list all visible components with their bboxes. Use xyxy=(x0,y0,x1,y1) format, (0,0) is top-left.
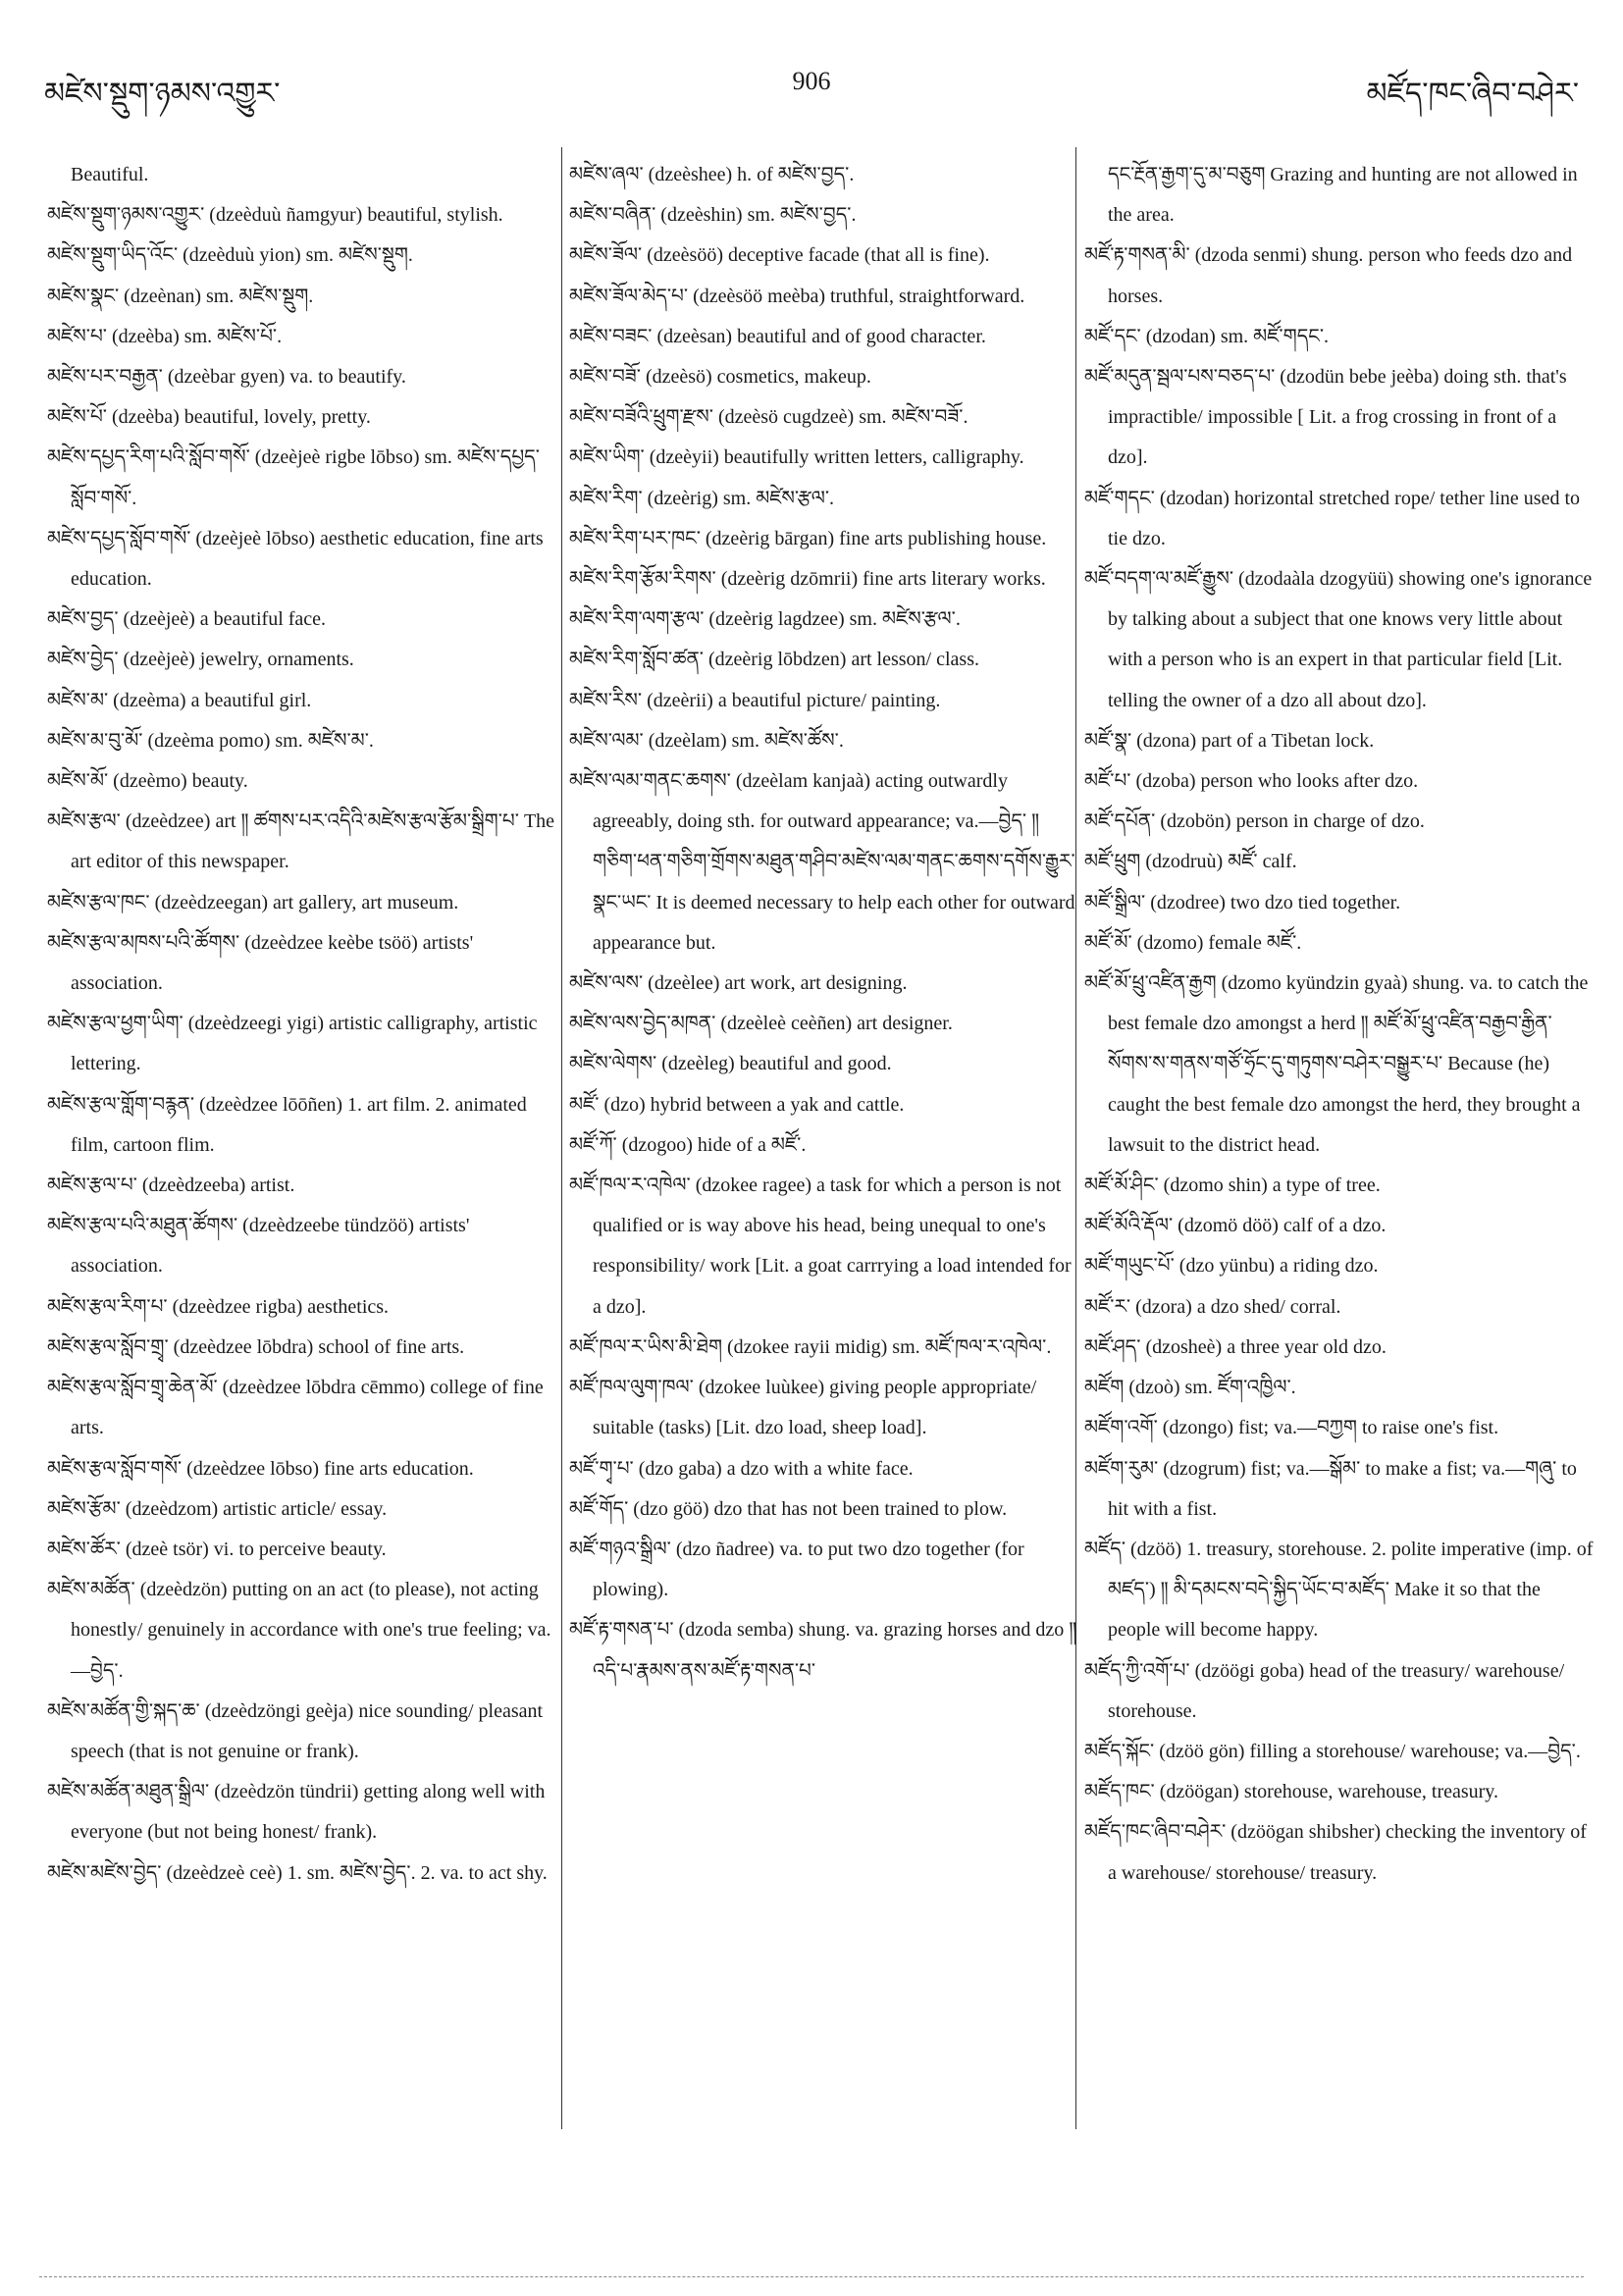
dictionary-entry: མཛོད་ཁང་ (dzöögan) storehouse, warehouse, treasury. xyxy=(1084,1781,1499,1803)
dictionary-entry: མཛོ་མོའི་རྡོལ་ (dzomö döö) calf of a dzo. xyxy=(1084,1215,1387,1237)
dictionary-entry: མཛོ་མོ་ཕྲུ་འཛིན་རྒྱག (dzomo kyündzin gyaà) shung. va. to catch the best female dzo amongst a herd ༎ མཛོ་མོ་ཕྲུ་འཛིན་བརྒྱབ་རྒྱིན་སོགས་ས་གནས་གཙོ་ཧྲོང་དུ་གཏུགས་བཤེར་བསྒྱུར་པ་ Because (he) caught the best female dzo amongst the herd, they brought a lawsuit to the district head. xyxy=(1084,972,1589,1156)
dictionary-entry: མཛེས་རིག་ (dzeèrig) sm. མཛེས་རྩལ་. xyxy=(569,487,835,509)
dictionary-entry: མཛེས་རྩལ་པའི་མཐུན་ཚོགས་ (dzeèdzeebe tündzöö) artists' association. xyxy=(47,1215,470,1278)
running-head-left: མཛེས་སྡུག་ཉམས་འགྱུར་ xyxy=(44,78,281,110)
dictionary-entry: མཛེས་མོ་ (dzeèmo) beauty. xyxy=(47,770,248,793)
dictionary-entry: མཛེས་སྡུག་ཉམས་འགྱུར་ (dzeèduù ñamgyur) beautiful, stylish. xyxy=(47,204,503,227)
column-rule xyxy=(561,147,562,2129)
dictionary-entry: མཛེས་སྡུག་ཡིད་འོང་ (dzeèduù yion) sm. མཛེས་སྡུག. xyxy=(47,244,413,267)
dictionary-entry: མཛེས་ཞལ་ (dzeèshee) h. of མཛེས་བྱད་. xyxy=(569,164,855,185)
dictionary-entry: མཛོ་སྣ་ (dzona) part of a Tibetan lock. xyxy=(1084,729,1375,752)
dictionary-entry: མཛོ་མདུན་སྦལ་པས་བཅད་པ་ (dzodün bebe jeèba) doing sth. that's impractible/ impossible [ Lit. a frog crossing in front of a dzo]. xyxy=(1084,366,1567,469)
dictionary-entry: མཛེས་མཚོན་མཐུན་སྒྲིལ་ (dzeèdzön tündrii) getting along well with everyone (but not being honest/ frank). xyxy=(47,1781,546,1844)
dictionary-entry: མཛེས་ལམ་ (dzeèlam) sm. མཛེས་ཚོས་. xyxy=(569,729,844,752)
dictionary-entry: མཛོ་ཤད་ (dzosheè) a three year old dzo. xyxy=(1084,1335,1387,1358)
dictionary-entry: མཛེས་རྩལ་སློབ་གྲྭ་ཆེན་མོ་ (dzeèdzee lōbdra cēmmo) college of fine arts. xyxy=(47,1377,544,1439)
dictionary-entry: མཛོ་ཕྲུག (dzodruù) མཛོ་ calf. xyxy=(1084,851,1297,873)
dictionary-entry: མཛེས་རྩལ་མཁས་པའི་ཚོགས་ (dzeèdzee keèbe tsöö) artists' association. xyxy=(47,931,474,995)
dictionary-entry: མཛོག་རུམ་ (dzogrum) fist; va.—སྒོམ་ to make a fist; va.—གཞུ་ to hit with a fist. xyxy=(1084,1457,1577,1520)
page-number: 906 xyxy=(792,67,831,95)
dictionary-entry: མཛོག (dzoò) sm. ཛོག་འཁྱིལ་. xyxy=(1084,1377,1296,1399)
dictionary-entry: མཛེས་དཔྱད་སློབ་གསོ་ (dzeèjeè lōbso) aesthetic education, fine arts education. xyxy=(47,527,544,591)
dictionary-entry: མཛེས་མ་ (dzeèma) a beautiful girl. xyxy=(47,689,312,711)
dictionary-entry: དང་རྔོན་རྒྱག་དུ་མ་བཅུག Grazing and hunting are not allowed in the area. xyxy=(1108,164,1578,227)
dictionary-entry: མཛོ་གཡུང་པོ་ (dzo yünbu) a riding dzo. xyxy=(1084,1255,1379,1278)
dictionary-entry: མཛེས་བྱད་ (dzeèjeè) a beautiful face. xyxy=(47,608,327,631)
dictionary-entry: མཛོ་ཁལ་ལུག་ཁལ་ (dzokee luùkee) giving people appropriate/ suitable (tasks) [Lit. dzo load, sheep load]. xyxy=(569,1377,1037,1439)
dictionary-entry: མཛེས་རྩལ་རིག་པ་ (dzeèdzee rigba) aesthetics. xyxy=(47,1295,390,1318)
column-1 xyxy=(47,155,557,1894)
dictionary-entry: མཛོ་རྟ་གསན་པ་ (dzoda semba) shung. va. grazing horses and dzo ༎ འདི་པ་རྣམས་ནས་མཛོ་རྟ་གསན་པ་ xyxy=(569,1619,1077,1682)
dictionary-entry: མཛོག་འགོ་ (dzongo) fist; va.—བཀྱག to raise one's fist. xyxy=(1084,1417,1499,1439)
dictionary-entry: མཛེས་པར་བརྒྱན་ (dzeèbar gyen) va. to beautify. xyxy=(47,366,406,389)
dictionary-entry: མཛེས་ལམ་གནང་ཆགས་ (dzeèlam kanjaà) acting outwardly agreeably, doing sth. for outward appearance; va.—བྱེད་ ༎ གཅིག་ཕན་གཅིག་གྲོགས་མཐུན་གཤིབ་མཛེས་ལམ་གནང་ཆགས་དགོས་རྒྱུར་སྣང་ཡང་ It is deemed necessary to help each other for outward appearance but. xyxy=(569,770,1075,954)
dictionary-entry: མཛེས་ལས་ (dzeèlee) art work, art designing. xyxy=(569,972,908,995)
dictionary-entry: མཛེས་རྩལ་པ་ (dzeèdzeeba) artist. xyxy=(47,1174,295,1197)
dictionary-entry: མཛོ་དཔོན་ (dzobön) person in charge of dzo. xyxy=(1084,810,1425,833)
dictionary-entry: མཛེས་མཚོན་ (dzeèdzön) putting on an act (to please), not acting honestly/ genuinely in accordance with one's true feeling; va.—བྱེད་. xyxy=(47,1579,551,1682)
dictionary-entry: མཛེས་རྩལ་སློབ་གྲྭ་ (dzeèdzee lōbdra) school of fine arts. xyxy=(47,1335,465,1358)
dictionary-entry: མཛོ་གཉའ་སྒྲིལ་ (dzo ñadree) va. to put two dzo together (for plowing). xyxy=(569,1538,1024,1601)
dictionary-entry: མཛེས་བཟང་ (dzeèsan) beautiful and of good character. xyxy=(569,325,986,347)
dictionary-entry: མཛོ་གྭ་པ་ (dzo gaba) a dzo with a white face. xyxy=(569,1457,914,1480)
dictionary-entry: མཛོ་མོ་ (dzomo) female མཛོ་. xyxy=(1084,931,1302,954)
dictionary-entry: མཛོད་སྐོང་ (dzöö gön) filling a storehouse/ warehouse; va.—བྱེད་. xyxy=(1084,1740,1581,1762)
dictionary-entry: མཛེས་ཡིག་ (dzeèyii) beautifully written letters, calligraphy. xyxy=(569,446,1024,469)
dictionary-entry: མཛེས་ཚོར་ (dzeè tsör) vi. to perceive beauty. xyxy=(47,1538,387,1560)
dictionary-entry: མཛེས་མཛེས་བྱེད་ (dzeèdzeè ceè) 1. sm. མཛེས་བྱེད་. 2. va. to act shy. xyxy=(47,1861,548,1884)
dictionary-entry: མཛོ་བདག་ལ་མཛོ་རྒྱུས་ (dzodaàla dzogyüü) showing one's ignorance by talking about a subject that one knows very little about with a person who is an expert in that particular field [Lit. telling the owner of a dzo all about dzo]. xyxy=(1084,568,1593,711)
dictionary-entry: མཛེས་རྩོམ་ (dzeèdzom) artistic article/ essay. xyxy=(47,1497,388,1520)
dictionary-entry: མཛེས་བཟོའི་ཕྲུག་རྫས་ (dzeèsö cugdzeè) sm. མཛེས་བཟོ་. xyxy=(569,406,969,429)
running-head-right: མཛོད་ཁང་ཞིབ་བཤེར་ xyxy=(1366,78,1579,110)
footer-rule xyxy=(39,2276,1584,2277)
dictionary-entry: མཛེས་རིག་པར་ཁང་ (dzeèrig bārgan) fine arts publishing house. xyxy=(569,527,1047,549)
dictionary-entry: མཛེས་ཟོལ་མེད་པ་ (dzeèsöö meèba) truthful, straightforward. xyxy=(569,285,1025,307)
dictionary-entry: མཛེས་བཞིན་ (dzeèshin) sm. མཛེས་བྱད་. xyxy=(569,204,857,227)
dictionary-entry: མཛོ་སྒྲིལ་ (dzodree) two dzo tied together. xyxy=(1084,891,1401,913)
dictionary-entry: མཛེས་ལས་བྱེད་མཁན་ (dzeèleè ceèñen) art designer. xyxy=(569,1013,953,1035)
dictionary-entry: མཛེས་རིག་ལག་རྩལ་ (dzeèrig lagdzee) sm. མཛེས་རྩལ་. xyxy=(569,608,961,631)
dictionary-entry: མཛེས་རྩལ་སློབ་གསོ་ (dzeèdzee lōbso) fine arts education. xyxy=(47,1457,474,1480)
dictionary-entry: མཛོ་མོ་ཤིང་ (dzomo shin) a type of tree. xyxy=(1084,1174,1381,1197)
dictionary-entry: མཛེས་མཚོན་གྱི་སྐད་ཆ་ (dzeèdzöngi geèja) nice sounding/ pleasant speech (that is not genuine or frank). xyxy=(47,1699,544,1762)
dictionary-entry: མཛོ་པ་ (dzoba) person who looks after dzo. xyxy=(1084,770,1419,793)
dictionary-entry: མཛོ་དང་ (dzodan) sm. མཛོ་གདང་. xyxy=(1084,325,1330,347)
dictionary-entry: མཛེས་རིག་སློབ་ཚན་ (dzeèrig lōbdzen) art lesson/ class. xyxy=(569,649,979,671)
dictionary-entry: མཛེས་རྩལ་ཁང་ (dzeèdzeegan) art gallery, art museum. xyxy=(47,891,459,913)
dictionary-entry: མཛོ་ཁལ་ར་འཁེལ་ (dzokee ragee) a task for which a person is not qualified or is way above his head, being unequal to one's responsibility/ work [Lit. a goat carrrying a load intended for a dzo]. xyxy=(569,1174,1072,1318)
dictionary-entry: མཛེས་རིས་ (dzeèrii) a beautiful picture/ painting. xyxy=(569,689,941,711)
dictionary-entry: མཛོ་རྟ་གསན་མི་ (dzoda senmi) shung. person who feeds dzo and horses. xyxy=(1084,244,1573,307)
dictionary-entry: མཛོ་གདང་ (dzodan) horizontal stretched rope/ tether line used to tie dzo. xyxy=(1084,487,1581,549)
dictionary-entry: མཛེས་མ་བུ་མོ་ (dzeèma pomo) sm. མཛེས་མ་. xyxy=(47,729,374,752)
dictionary-entry: མཛེས་པ་ (dzeèba) sm. མཛེས་པོ་. xyxy=(47,325,283,347)
dictionary-entry: མཛེས་པོ་ (dzeèba) beautiful, lovely, pretty. xyxy=(47,406,371,429)
dictionary-entry: མཛོ་ར་ (dzora) a dzo shed/ corral. xyxy=(1084,1295,1341,1318)
dictionary-entry: མཛེས་བཟོ་ (dzeèsö) cosmetics, makeup. xyxy=(569,366,871,389)
dictionary-entry: མཛོ་ (dzo) hybrid between a yak and cattle. xyxy=(569,1093,905,1116)
dictionary-entry: མཛོ་གོད་ (dzo göö) dzo that has not been trained to plow. xyxy=(569,1497,1008,1520)
dictionary-entry: མཛེས་སྣང་ (dzeènan) sm. མཛེས་སྡུག. xyxy=(47,285,314,307)
dictionary-entry: མཛེས་རྩལ་ཕྱག་ཡིག་ (dzeèdzeegi yigi) artistic calligraphy, artistic lettering. xyxy=(47,1013,538,1075)
dictionary-entry: མཛོད་ཀྱི་འགོ་པ་ (dzöögi goba) head of the treasury/ warehouse/ storehouse. xyxy=(1084,1659,1565,1722)
dictionary-entry: Beautiful. xyxy=(71,164,149,185)
dictionary-entry: མཛེས་བྱེད་ (dzeèjeè) jewelry, ornaments. xyxy=(47,649,354,671)
dictionary-entry: མཛེས་རྩལ་ (dzeèdzee) art ༎ ཚགས་པར་འདིའི་མཛེས་རྩལ་རྩོམ་སྒྲིག་པ་ The art editor of this newspaper. xyxy=(47,810,555,873)
column-2 xyxy=(569,155,1079,1692)
dictionary-entry: མཛེས་ཟོལ་ (dzeèsöö) deceptive facade (that all is fine). xyxy=(569,244,990,267)
dictionary-entry: མཛོད་ (dzöö) 1. treasury, storehouse. 2. polite imperative (imp. of མཛད་) ༎ མི་དམངས་བདེ་སྐྱིད་ཡོང་བ་མཛོད་ Make it so that the people will become happy. xyxy=(1084,1538,1594,1642)
dictionary-entry: མཛེས་དཔྱད་རིག་པའི་སློབ་གསོ་ (dzeèjeè rigbe lōbso) sm. མཛེས་དཔྱད་སློབ་གསོ་. xyxy=(47,446,540,509)
dictionary-entry: མཛོད་ཁང་ཞིབ་བཤེར་ (dzöögan shibsher) checking the inventory of a warehouse/ storehouse/ treasury. xyxy=(1084,1821,1587,1884)
column-3 xyxy=(1084,155,1595,1894)
dictionary-entry: མཛོ་ཀོ་ (dzogoo) hide of a མཛོ་. xyxy=(569,1133,807,1156)
dictionary-entry: མཛེས་ལེགས་ (dzeèleg) beautiful and good. xyxy=(569,1053,892,1075)
dictionary-entry: མཛེས་རྩལ་གློག་བརྙན་ (dzeèdzee lōōñen) 1. art film. 2. animated film, cartoon flim. xyxy=(47,1093,527,1156)
dictionary-entry: མཛོ་ཁལ་ར་ཡིས་མི་ཐེག (dzokee rayii midig) sm. མཛོ་ཁལ་ར་འཁེལ་. xyxy=(569,1335,1052,1358)
dictionary-entry: མཛེས་རིག་རྩོམ་རིགས་ (dzeèrig dzōmrii) fine arts literary works. xyxy=(569,568,1046,591)
